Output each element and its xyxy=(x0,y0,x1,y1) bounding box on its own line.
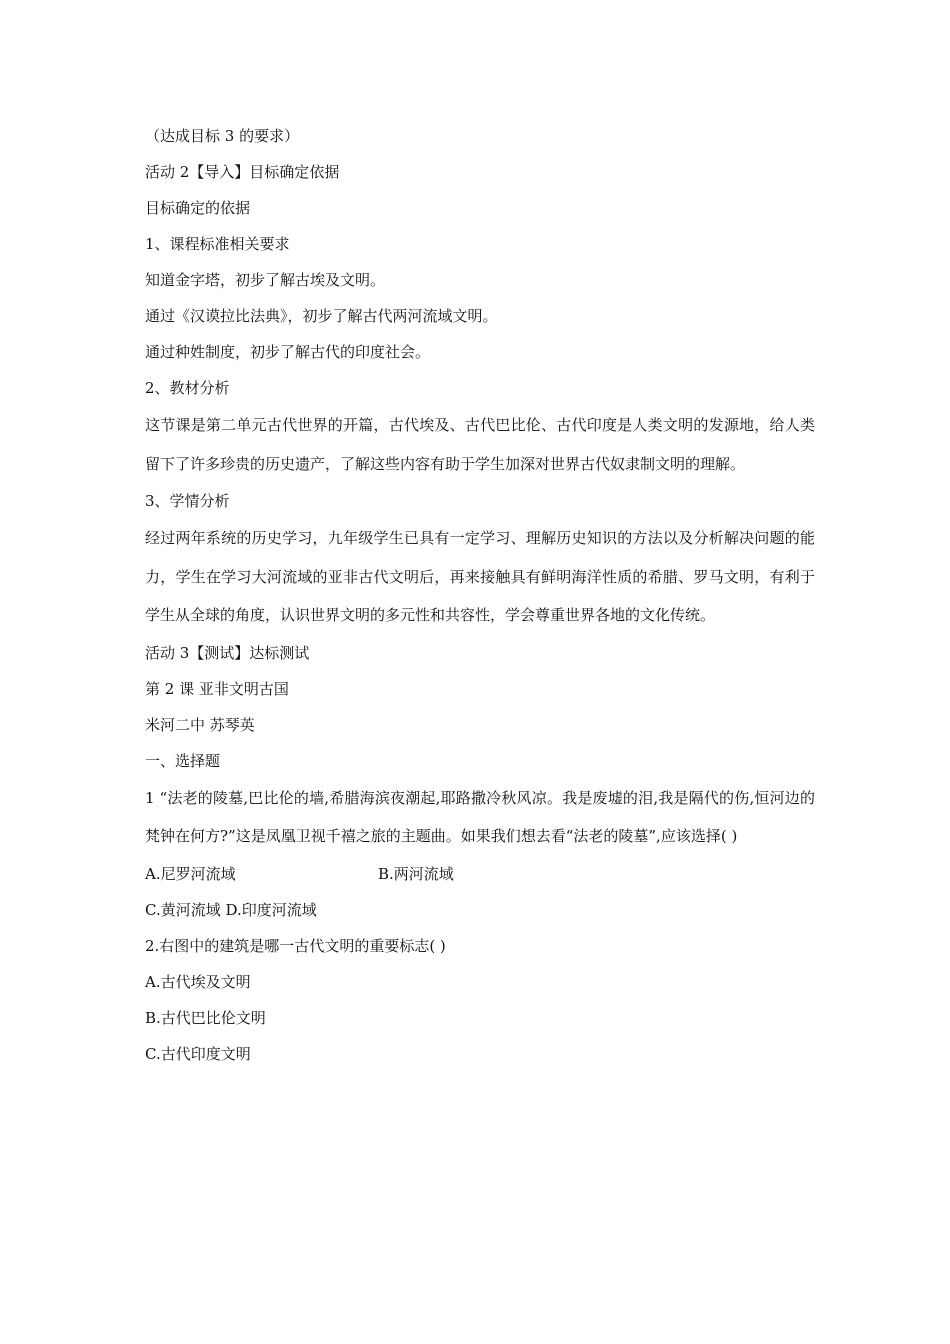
question-1-options-cd: C.黄河流域 D.印度河流域 xyxy=(145,900,317,919)
student-analysis-heading: 3、学情分析 xyxy=(145,492,230,510)
activity-3-heading: 活动 3【测试】达标测试 xyxy=(145,643,310,662)
question-2-option-c: C.古代印度文明 xyxy=(145,1044,251,1063)
choice-section-heading: 一、选择题 xyxy=(145,751,221,770)
question-2-option-a: A.古代埃及文明 xyxy=(145,972,251,991)
question-2: 2.右图中的建筑是哪一古代文明的重要标志( ) xyxy=(145,936,446,955)
author-line: 米河二中 苏琴英 xyxy=(145,715,255,734)
standard-item-egypt: 知道金字塔，初步了解古埃及文明。 xyxy=(145,271,386,289)
question-1-option-a: A.尼罗河流域 xyxy=(145,864,236,883)
activity-2-heading: 活动 2【导入】目标确定依据 xyxy=(145,163,340,181)
standard-item-india: 通过种姓制度，初步了解古代的印度社会。 xyxy=(145,343,431,361)
lesson-title: 第 2 课 亚非文明古国 xyxy=(145,679,289,698)
standard-item-mesopotamia: 通过《汉谟拉比法典》，初步了解古代两河流域文明。 xyxy=(145,307,498,325)
question-1-options-ab xyxy=(145,856,815,892)
textbook-analysis-paragraph: 这节课是第二单元古代世界的开篇，古代埃及、古代巴比伦、古代印度是人类文明的发源地，给人类留下了许多珍贵的历史遗产，了解这些内容有助于学生加深对世界古代奴隶制文明的理解。 xyxy=(145,416,815,473)
basis-heading: 目标确定的依据 xyxy=(145,199,251,217)
student-analysis-paragraph: 经过两年系统的历史学习，九年级学生已具有一定学习、理解历史知识的方法以及分析解决问题的能力，学生在学习大河流域的亚非古代文明后，再来接触具有鲜明海洋性质的希腊、罗马文明，有利于学生从全球的角度，认识世界文明的多元性和共容性，学会尊重世界各地的文化传统。 xyxy=(145,529,815,624)
question-1: 1 “法老的陵墓,巴比伦的墙,希腊海滨夜潮起,耶路撒冷秋风凉。我是废墟的泪,我是隔代的伤,恒河边的梵钟在何方?”这是凤凰卫视千禧之旅的主题曲。如果我们想去看“法老的陵墓”,应该选择( ) xyxy=(145,788,815,845)
goal-3-note: （达成目标 3 的要求） xyxy=(145,127,300,145)
textbook-analysis-heading: 2、教材分析 xyxy=(145,379,230,397)
curriculum-standard-heading: 1、课程标准相关要求 xyxy=(145,235,290,253)
document-page xyxy=(145,118,815,1072)
question-2-option-b: B.古代巴比伦文明 xyxy=(145,1008,266,1027)
question-1-option-b: B.两河流域 xyxy=(378,864,454,883)
